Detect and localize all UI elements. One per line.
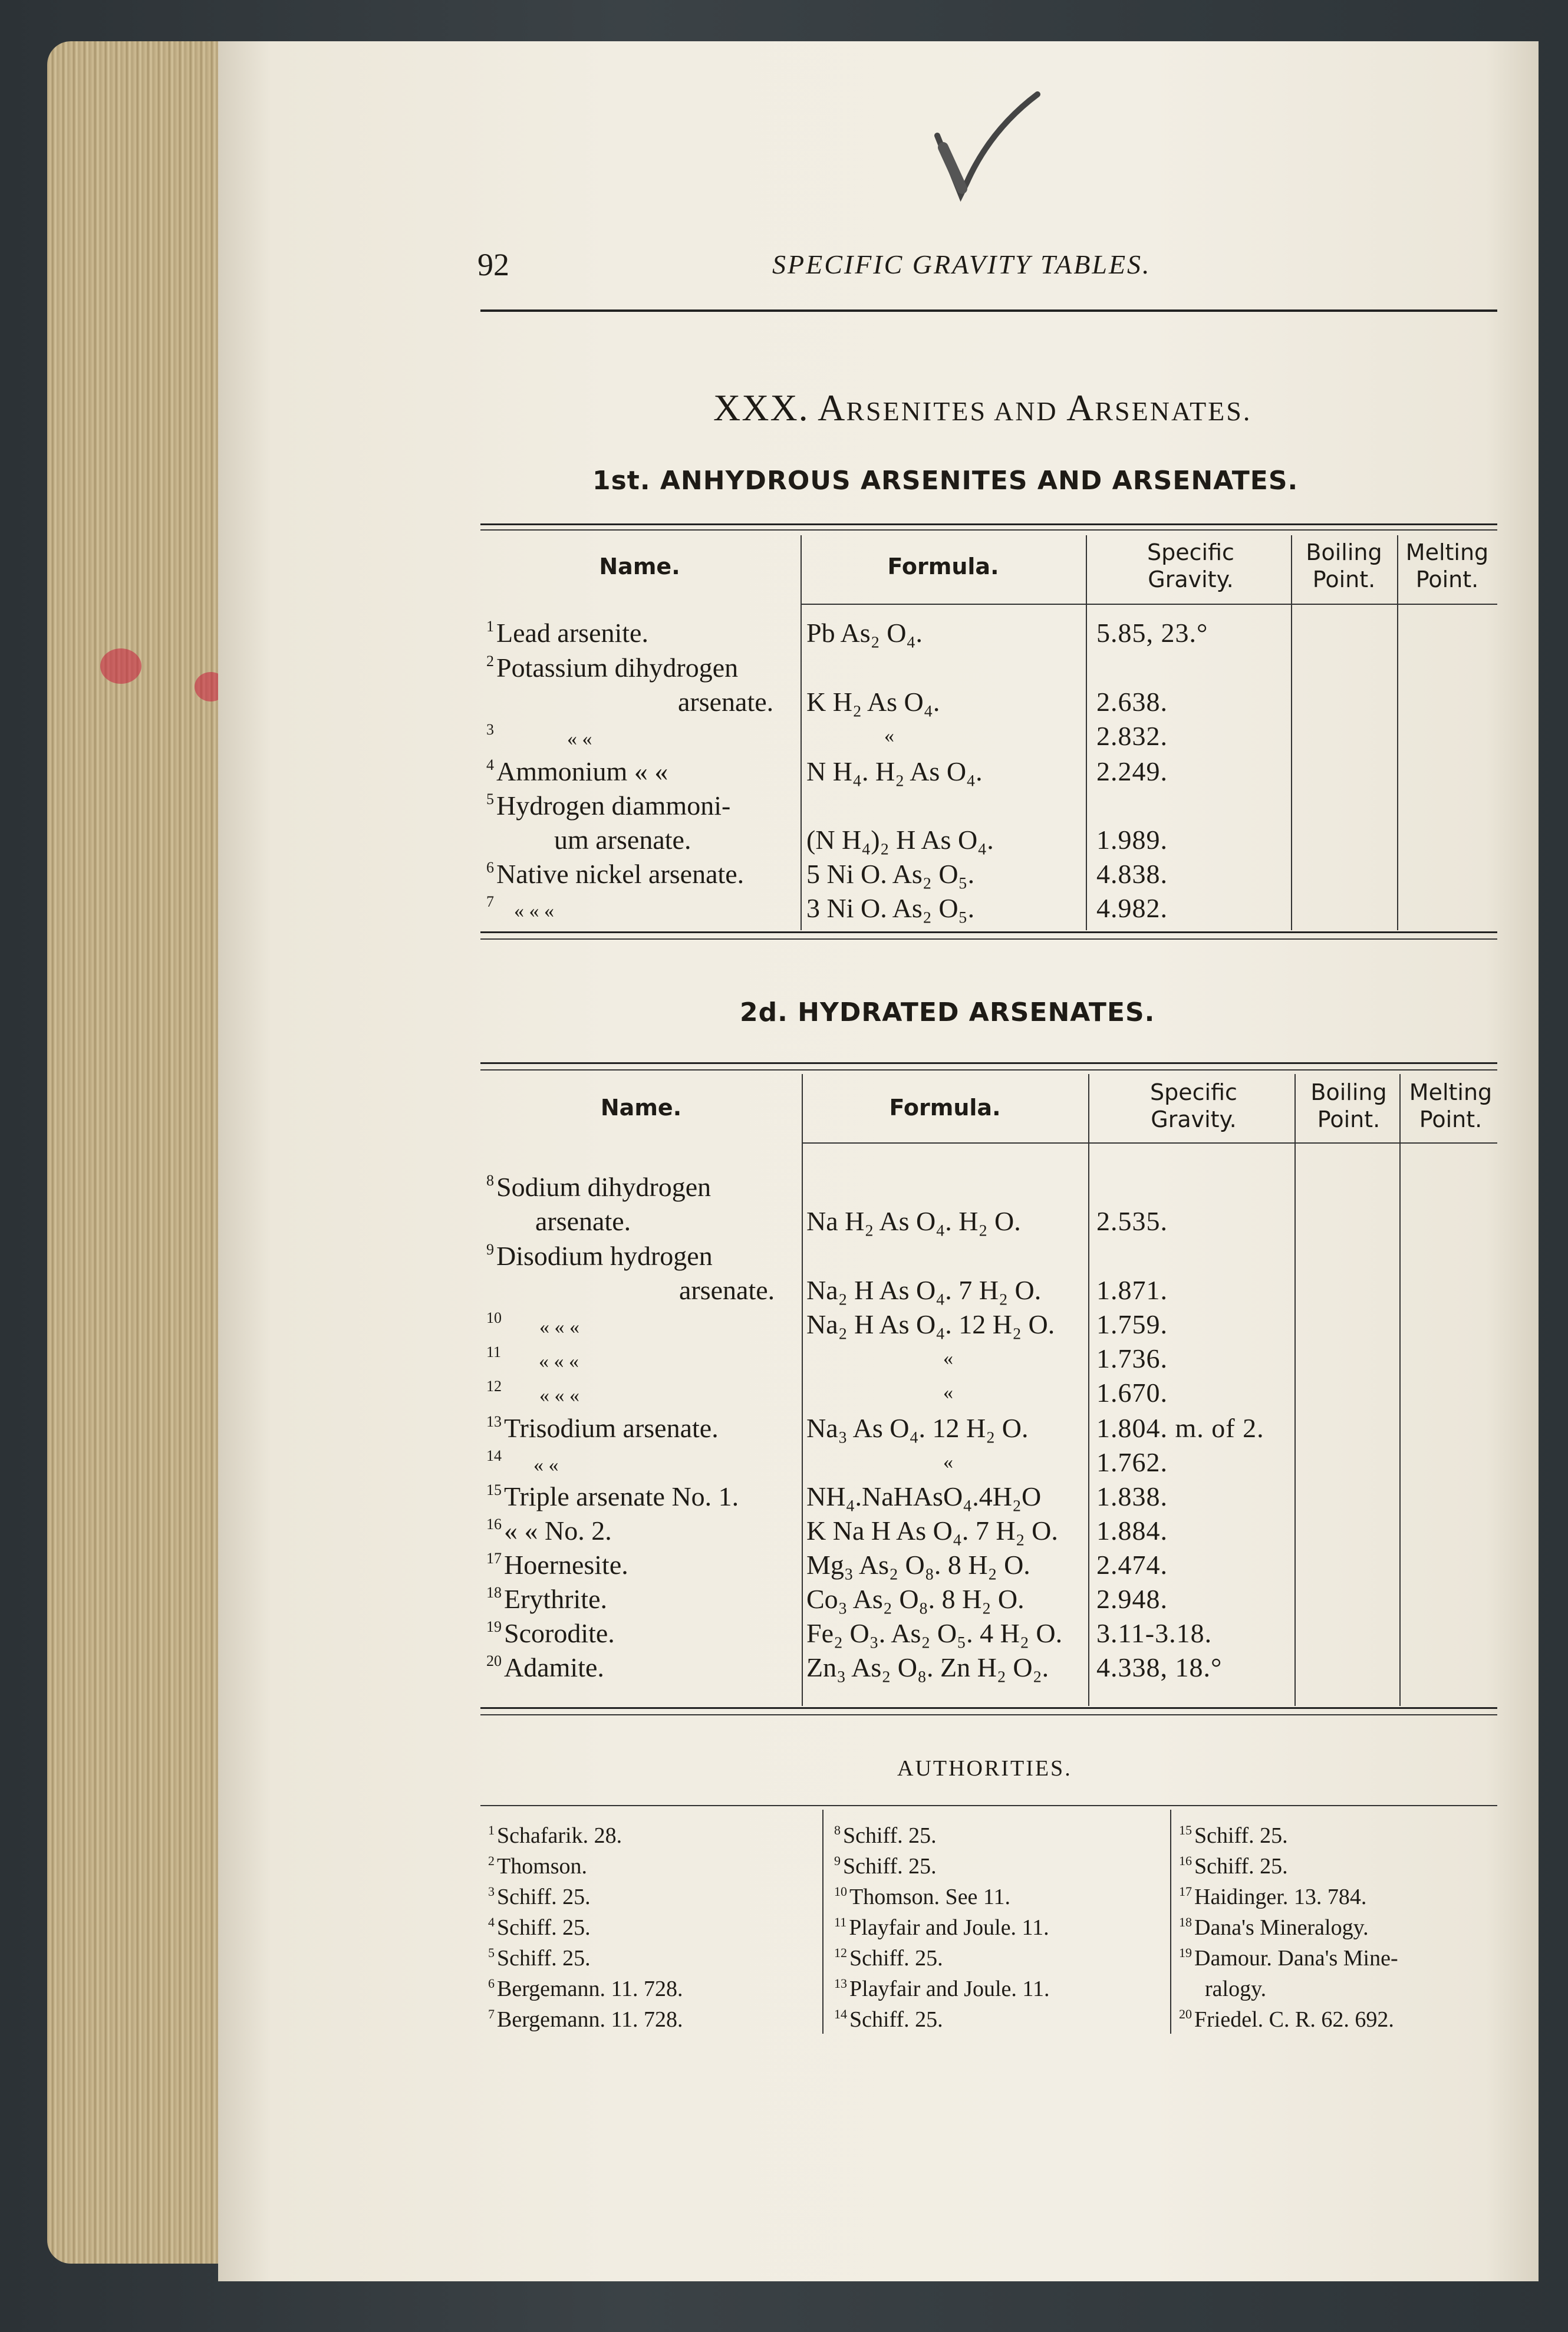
t2-header-mp: Melting Point. — [1409, 1079, 1493, 1132]
table-row: $^{20}$Adamite. Zn₃ As₂ O₈. Zn H₂ O₂. 4.338, 18.° — [486, 1652, 1223, 1682]
t2-header-formula: Formula. — [889, 1095, 1001, 1121]
authority-item: $^{20}$ Friedel. C. R. 62. 692. — [1179, 2007, 1394, 2032]
table1-bottom-rule — [480, 931, 1497, 933]
table-row: $^8$Sodium dihydrogen — [486, 1172, 711, 1202]
table1-bottom-rule-2 — [480, 938, 1497, 940]
table2-subtitle: 2d. HYDRATED ARSENATES. — [740, 997, 1155, 1027]
authority-item: $^3$ Schiff. 25. — [488, 1884, 591, 1909]
table-row: $^{19}$Scorodite. Fe₂ O₃. As₂ O₅. 4 H₂ O. 3.11-3.18. — [486, 1618, 1213, 1648]
authority-item: $^{18}$ Dana's Mineralogy. — [1179, 1915, 1369, 1940]
table2-bottom-rule-2 — [480, 1714, 1497, 1715]
table-row: $^{16}$« « No. 2. K Na H As O₄. 7 H₂ O. 1.884. — [486, 1516, 1168, 1546]
table-row: $^{14}$ « « « 1.762. — [486, 1447, 1168, 1477]
authority-item: $^4$ Schiff. 25. — [488, 1915, 591, 1940]
table-row: arsenate. K H₂ As O₄. 2.638. — [678, 687, 1168, 717]
table-row: $^5$Hydrogen diammoni- — [486, 790, 731, 821]
authority-item: $^1$ Schafarik. 28. — [488, 1823, 622, 1848]
authority-item: $^2$ Thomson. — [488, 1853, 588, 1879]
t2-header-sg: Specific Gravity. — [1150, 1079, 1237, 1132]
table-row: $^4$Ammonium « « N H₄. H₂ As O₄. 2.249. — [486, 756, 1168, 786]
page-edges — [47, 41, 242, 2264]
authority-item: $^{11}$ Playfair and Joule. 11. — [834, 1915, 1049, 1940]
authorities-divider — [822, 1810, 823, 2034]
table2-top-rule-2 — [480, 1069, 1497, 1071]
table-row: $^7$ « « « 3 Ni O. As₂ O₅. 4.982. — [486, 893, 1168, 923]
table-row: $^{10}$ « « « Na₂ H As O₄. 12 H₂ O. 1.759. — [486, 1309, 1168, 1339]
t2-header-rule — [803, 1142, 1497, 1144]
table-row: arsenate. Na₂ H As O₄. 7 H₂ O. 1.871. — [679, 1275, 1168, 1305]
running-head — [477, 246, 1497, 288]
table2-top-rule — [480, 1062, 1497, 1064]
authority-item: ralogy. — [1205, 1977, 1267, 2001]
table1-top-rule-2 — [480, 529, 1497, 531]
t1-header-formula: Formula. — [887, 554, 999, 579]
table-row: $^{12}$ « « « « 1.670. — [486, 1378, 1168, 1408]
header-rule — [480, 309, 1497, 312]
table-row: arsenate. Na H₂ As O₄. H₂ O. 2.535. — [535, 1206, 1168, 1236]
table-row: um arsenate. (N H₄)₂ H As O₄. 1.989. — [554, 825, 1168, 855]
authority-item: $^5$ Schiff. 25. — [488, 1945, 591, 1971]
authority-item: $^{12}$ Schiff. 25. — [834, 1945, 943, 1971]
table-row: $^{15}$Triple arsenate No. 1. NH₄.NaHAsO₄.4H₂O 1.838. — [486, 1481, 1168, 1511]
t1-header-bp: Boiling Point. — [1306, 539, 1382, 592]
authorities-title: AUTHORITIES. — [897, 1756, 1072, 1781]
authority-item: $^7$ Bergemann. 11. 728. — [488, 2007, 683, 2032]
t1-header-mp: Melting Point. — [1405, 539, 1489, 592]
authority-item: $^6$ Bergemann. 11. 728. — [488, 1976, 683, 2001]
t1-header-name: Name. — [599, 554, 680, 579]
authority-item: $^9$ Schiff. 25. — [834, 1853, 937, 1879]
t2-header-bp: Boiling Point. — [1310, 1079, 1387, 1132]
section-title: XXX. ARSENITES AND ARSENATES. — [713, 387, 1252, 429]
table-row: $^3$ « « « 2.832. — [486, 721, 1168, 751]
table2-bottom-rule — [480, 1707, 1497, 1709]
running-title: SPECIFIC GRAVITY TABLES. — [772, 249, 1151, 279]
authority-item: $^{13}$ Playfair and Joule. 11. — [834, 1976, 1050, 2001]
table-row: $^{11}$ « « « « 1.736. — [486, 1343, 1168, 1373]
table-row: $^{18}$Erythrite. Co₃ As₂ O₈. 8 H₂ O. 2.948. — [486, 1584, 1168, 1614]
authority-item: $^{14}$ Schiff. 25. — [834, 2007, 943, 2032]
authority-item: $^{16}$ Schiff. 25. — [1179, 1853, 1288, 1879]
authority-item: $^{19}$ Damour. Dana's Mine- — [1179, 1945, 1398, 1971]
table1-top-rule — [480, 523, 1497, 525]
authority-item: $^{10}$ Thomson. See 11. — [834, 1884, 1011, 1909]
page-number: 92 — [477, 247, 509, 282]
authority-item: $^8$ Schiff. 25. — [834, 1823, 937, 1848]
authority-item: $^{15}$ Schiff. 25. — [1179, 1823, 1288, 1848]
table-row: $^1$Lead arsenite. Pb As₂ O₄. 5.85, 23.° — [486, 618, 1208, 648]
pencil-checkmark-icon — [920, 83, 1049, 212]
authorities-rule — [480, 1805, 1497, 1806]
table-row: $^2$Potassium dihydrogen — [486, 653, 739, 683]
table-row: $^9$Disodium hydrogen — [486, 1241, 713, 1271]
t1-header-rule — [802, 604, 1497, 605]
table1-subtitle: 1st. ANHYDROUS ARSENITES AND ARSENATES. — [592, 466, 1299, 496]
t1-header-sg: Specific Gravity. — [1147, 539, 1234, 592]
authority-item: $^{17}$ Haidinger. 13. 784. — [1179, 1884, 1367, 1909]
table-row: $^{17}$Hoernesite. Mg₃ As₂ O₈. 8 H₂ O. 2.474. — [486, 1550, 1168, 1580]
table-row: $^{13}$Trisodium arsenate. Na₃ As O₄. 12 H₂ O. 1.804. m. of 2. — [486, 1413, 1264, 1443]
table-row: $^6$Native nickel arsenate. 5 Ni O. As₂ O₅. 4.838. — [486, 859, 1168, 889]
t2-header-name: Name. — [600, 1095, 682, 1121]
authorities-divider — [1170, 1810, 1171, 2034]
